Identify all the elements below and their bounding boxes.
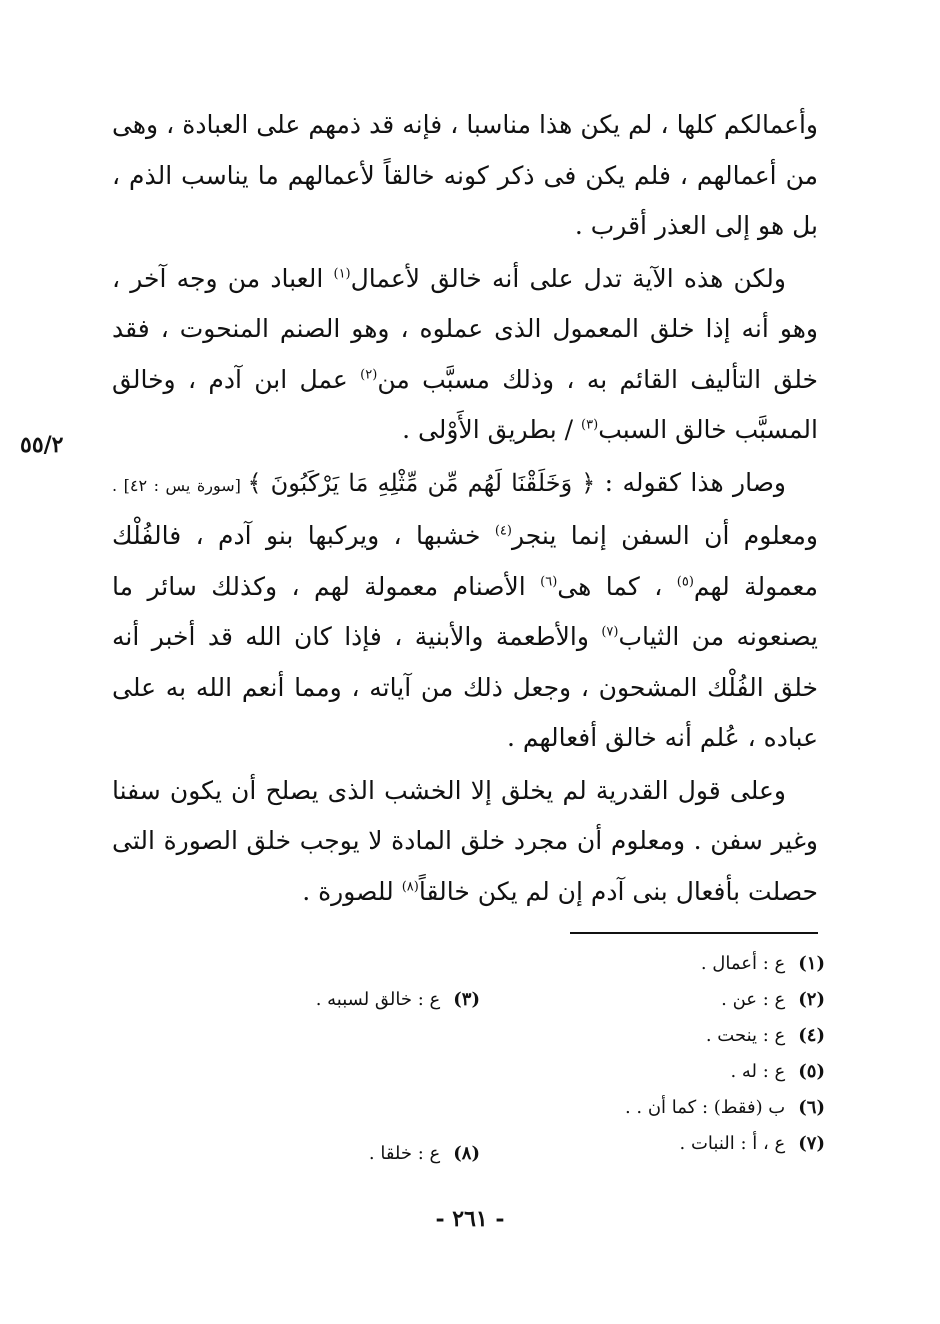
footnote (560, 1126, 825, 1162)
footnote (560, 982, 825, 1018)
footnote-text: ع : له . (730, 1061, 786, 1082)
footnote-text: ع : خلقا . (368, 1143, 441, 1164)
footnote (560, 946, 825, 982)
footnote-text: ع ، أ : النبات . (679, 1133, 786, 1154)
footnote-number: (٦) (798, 1097, 825, 1118)
footnote-marker: (٥) (676, 574, 694, 590)
paragraph (112, 100, 818, 252)
paragraph-text: ومعلوم أن السفن إنما ينجر (511, 521, 818, 550)
footnote-number: (١) (798, 953, 825, 974)
paragraph-text: العباد من وجه آخر ، وهو أنه إذا خلق المعمول الذى عملوه ، وهو الصنم المنحوت ، فقد خلق التأليف القائم به ، وذلك مسبَّب من (112, 263, 818, 394)
footnote-number: (٢) (798, 989, 825, 1010)
footnote-separator (570, 932, 818, 934)
footnote-marker: (٨) (401, 879, 419, 895)
paragraph-text: للصورة . (302, 876, 402, 906)
paragraph-text: خشبها ، ويركبها بنو آدم ، فالفُلْك معمولة لهم (112, 521, 818, 601)
paragraph-text: ولكن هذه الآية تدل على أنه خالق لأعمال (350, 263, 786, 293)
paragraph (112, 766, 818, 918)
footnote (560, 1018, 825, 1054)
footnote (560, 1054, 825, 1090)
footnote-marker: (٦) (540, 574, 558, 590)
footnote-number: (٤) (798, 1025, 825, 1046)
footnote-number: (٧) (798, 1133, 825, 1154)
quran-verse: ﴿ وَخَلَقْنَا لَهُم مِّن مِّثْلِهِ مَا يَرْكَبُونَ ﴾ (247, 468, 596, 497)
paragraph-text: وأعمالكم كلها ، لم يكن هذا مناسبا ، فإنه قد ذمهم على العبادة ، وهى من أعمالهم ، فلم يكن فى ذكر كونه خالقاً لأعمالهم ما يناسب الذم ، بل هو إلى العذر أقرب . (112, 110, 818, 240)
footnote-text: ع : خالق لسببه . (315, 989, 441, 1010)
footnote-marker: (٧) (601, 624, 619, 640)
paragraph-text: وصار هذا كقوله : (595, 467, 787, 497)
footnote-number: (٣) (453, 989, 480, 1010)
paragraph-text: عمل ابن آدم ، وخالق المسبَّب خالق السبب (112, 364, 818, 444)
footnote (250, 1136, 480, 1172)
footnotes-left-column (250, 982, 480, 1018)
footnotes-left-bottom (250, 1136, 480, 1172)
paragraph (112, 254, 818, 456)
footnote-number: (٥) (798, 1061, 825, 1082)
surah-reference: [سورة يس : ٤٢] . (112, 475, 248, 495)
footnote-marker: (١) (333, 266, 351, 282)
paragraph-text: وعلى قول القدرية لم يخلق إلا الخشب الذى يصلح أن يكون سفنا وغير سفن . ومعلوم أن مجرد خلق المادة لا يوجب خلق الصورة التى حصلت بأفعال بنى آدم إن لم يكن خالقاً (112, 775, 818, 906)
footnote-text: ب (فقط) : كما أن . . (624, 1097, 786, 1118)
footnote-text: ع : ينحت . (705, 1025, 786, 1046)
margin-folio-note: ٥٥/٢ (20, 432, 64, 458)
footnote-text: ع : عن . (721, 989, 786, 1010)
paragraph-text: ، كما هى (557, 571, 677, 601)
footnote-marker: (٣) (581, 417, 599, 433)
footnotes-right-column (560, 946, 825, 1162)
page-number: - ٢٦١ - (435, 1206, 505, 1232)
paragraph-text: الأصنام معمولة لهم ، وكذلك سائر ما يصنعونه من الثياب (112, 571, 819, 651)
footnote (560, 1090, 825, 1126)
footnote-text: ع : أعمال . (700, 953, 786, 974)
paragraph-text: والأطعمة والأبنية ، فإذا كان الله قد أخبر أنه خلق الفُلْك المشحون ، وجعل ذلك من آياته ، ومما أنعم الله به على عباده ، عُلم أنه خالق أفعالهم . (112, 622, 818, 752)
main-text (112, 100, 818, 919)
footnote-marker: (٤) (494, 523, 512, 539)
footnote (250, 982, 480, 1018)
paragraph-text: / بطريق الأَوْلى . (402, 415, 582, 444)
footnote-number: (٨) (453, 1143, 480, 1164)
footnote-marker: (٢) (360, 367, 378, 383)
paragraph (112, 458, 818, 764)
